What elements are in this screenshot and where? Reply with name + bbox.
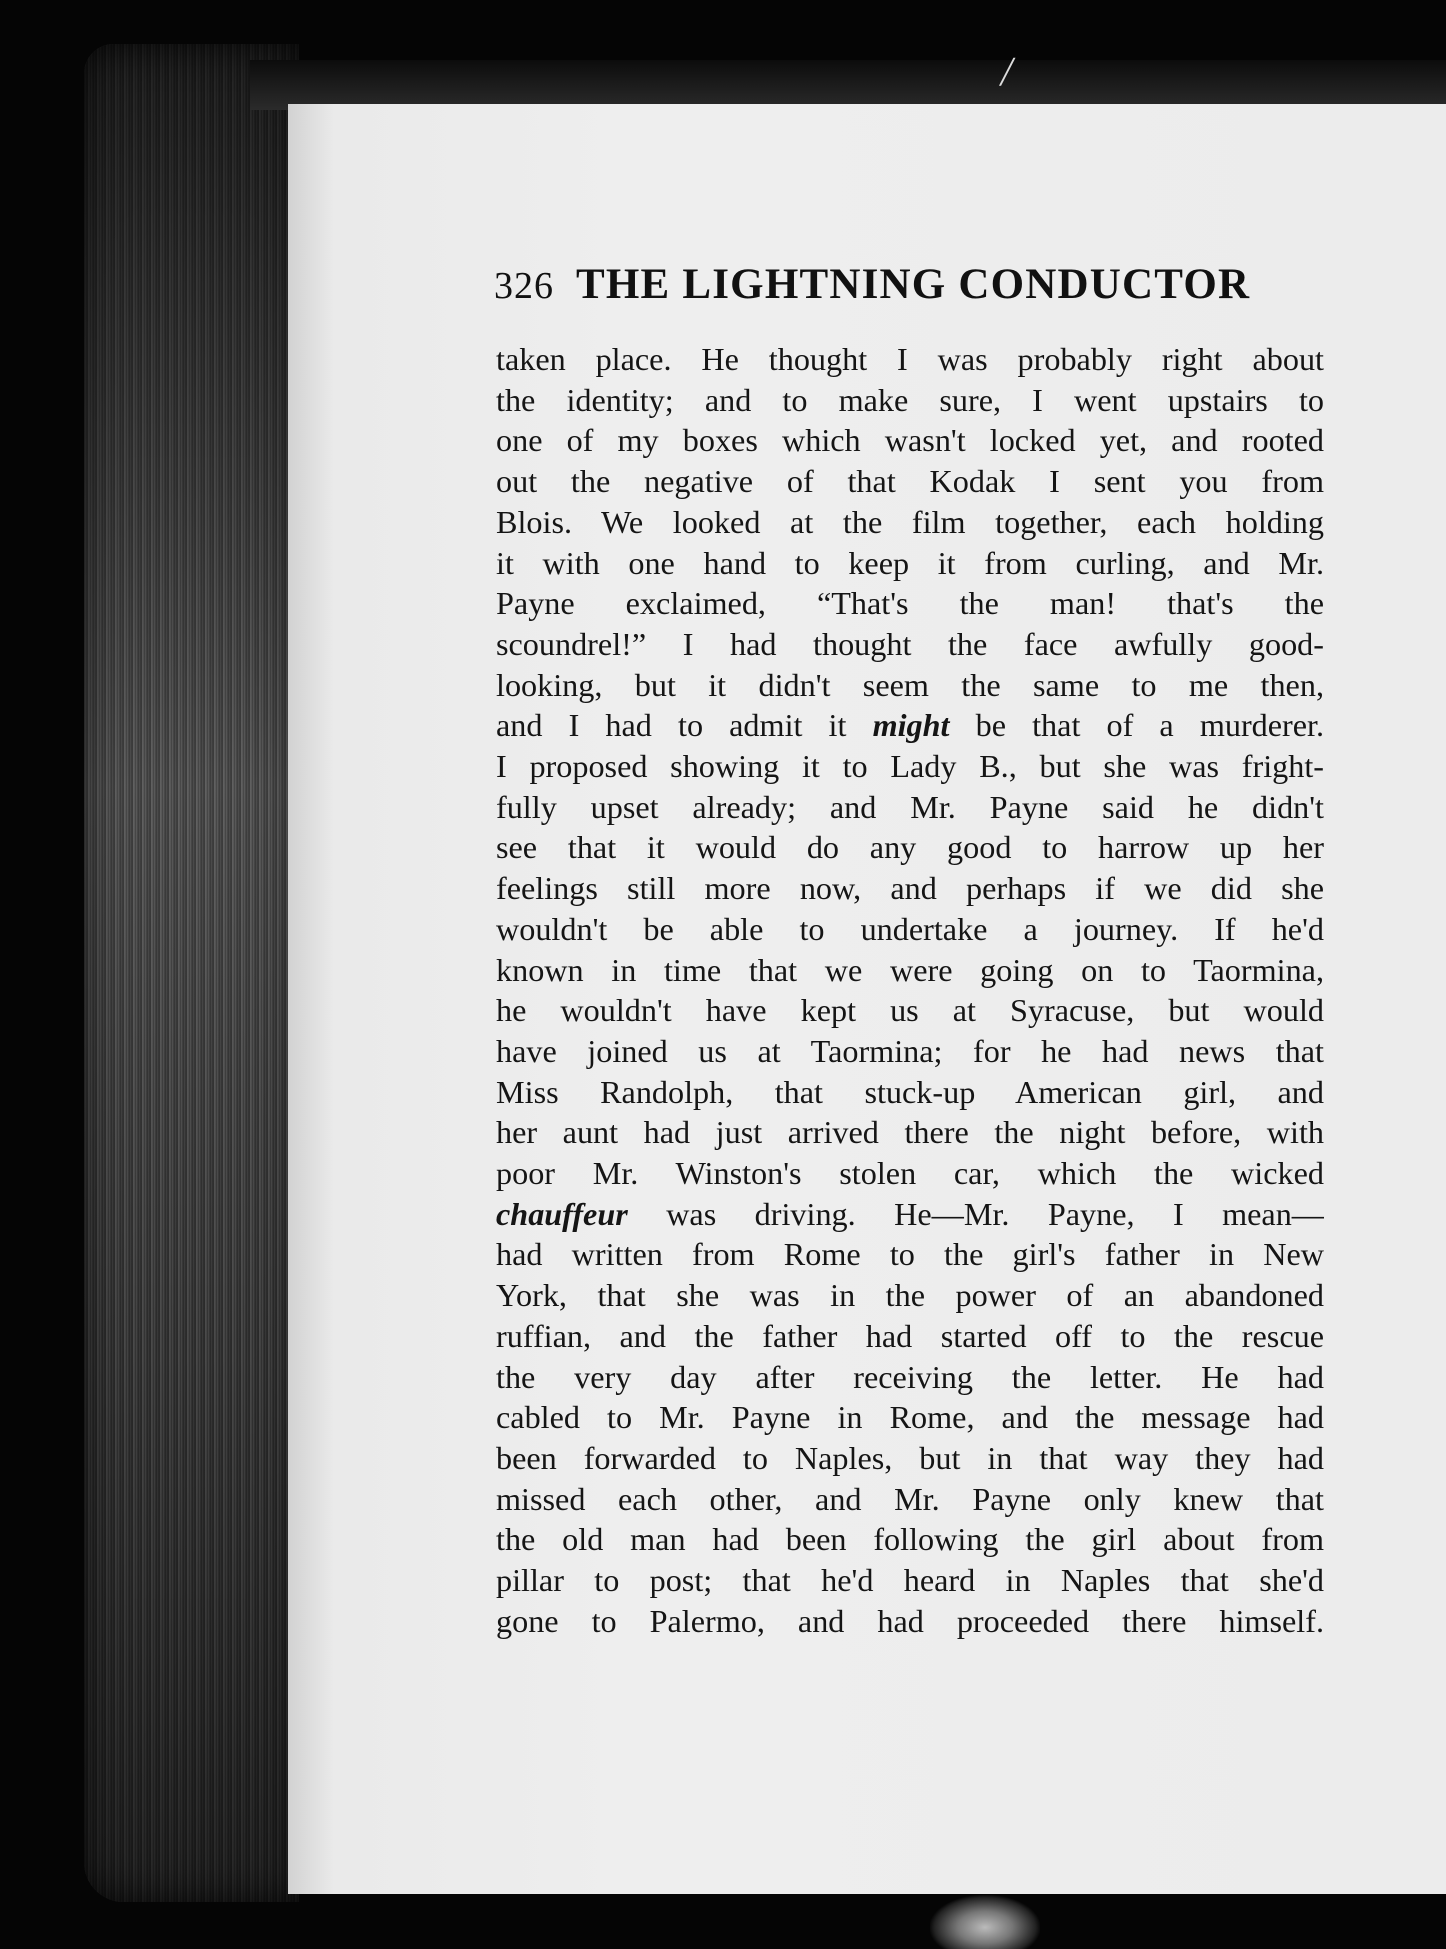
text-line: he wouldn't have kept us at Syracuse, but would [496, 992, 1324, 1029]
scan-artifact-blob [930, 1895, 1040, 1949]
text-line: the old man had been following the girl about from [496, 1521, 1324, 1558]
text-line: poor Mr. Winston's stolen car, which the wicked [496, 1155, 1324, 1192]
text-line: feelings still more now, and perhaps if we did she [496, 870, 1324, 907]
body-text [496, 339, 1324, 1642]
text-line: missed each other, and Mr. Payne only knew that [496, 1480, 1324, 1517]
top-shadow [250, 60, 1446, 110]
book-page [288, 104, 1446, 1894]
text-line: looking, but it didn't seem the same to me then, [496, 666, 1324, 703]
book-page-edges [84, 44, 299, 1902]
italic-word-might: might [872, 707, 950, 744]
text-line: known in time that we were going on to Taormina, [496, 951, 1324, 988]
text-line: her aunt had just arrived there the night before, with [496, 1114, 1324, 1151]
text-line: cabled to Mr. Payne in Rome, and the message had [496, 1399, 1324, 1436]
page-number: 326 [494, 265, 554, 307]
text-line: out the negative of that Kodak I sent you from [496, 463, 1324, 500]
text-line: gone to Palermo, and had proceeded there himself. [496, 1602, 1324, 1639]
text-line: York, that she was in the power of an abandoned [496, 1277, 1324, 1314]
text-line: ruffian, and the father had started off to the rescue [496, 1317, 1324, 1354]
text-line: the very day after receiving the letter. He had [496, 1358, 1324, 1395]
text-line: Miss Randolph, that stuck-up American girl, and [496, 1073, 1324, 1110]
text-segment: was driving. He—Mr. Payne, I mean— [666, 1195, 1324, 1232]
running-title: THE LIGHTNING CONDUCTOR [576, 261, 1251, 308]
text-segment: and I had to admit it [496, 707, 847, 744]
text-line: see that it would do any good to harrow up her [496, 829, 1324, 866]
text-line: have joined us at Taormina; for he had news that [496, 1032, 1324, 1069]
text-line: I proposed showing it to Lady B., but she was fright- [496, 748, 1324, 785]
text-line-with-italic [496, 705, 1324, 746]
text-line: pillar to post; that he'd heard in Naples that she'd [496, 1562, 1324, 1599]
text-line: wouldn't be able to undertake a journey. If he'd [496, 910, 1324, 947]
text-line: taken place. He thought I was probably right about [496, 341, 1324, 377]
text-line: one of my boxes which wasn't locked yet, and rooted [496, 422, 1324, 459]
text-line: Blois. We looked at the film together, each holding [496, 503, 1324, 540]
text-line: Payne exclaimed, “That's the man! that's the [496, 585, 1324, 622]
text-line: scoundrel!” I had thought the face awfully good- [496, 625, 1324, 662]
scan-artifact-mark: ╱ [1000, 58, 1015, 86]
text-line: it with one hand to keep it from curling, and Mr. [496, 544, 1324, 581]
text-line-with-italic [496, 1194, 1324, 1235]
italic-word-chauffeur: chauffeur [496, 1195, 628, 1232]
text-line: fully upset already; and Mr. Payne said he didn't [496, 788, 1324, 825]
text-line: the identity; and to make sure, I went upstairs to [496, 381, 1324, 418]
text-segment: be that of a murderer. [975, 707, 1324, 744]
text-line: had written from Rome to the girl's father in New [496, 1236, 1324, 1273]
text-line: been forwarded to Naples, but in that way they had [496, 1439, 1324, 1476]
running-header [494, 260, 1316, 320]
